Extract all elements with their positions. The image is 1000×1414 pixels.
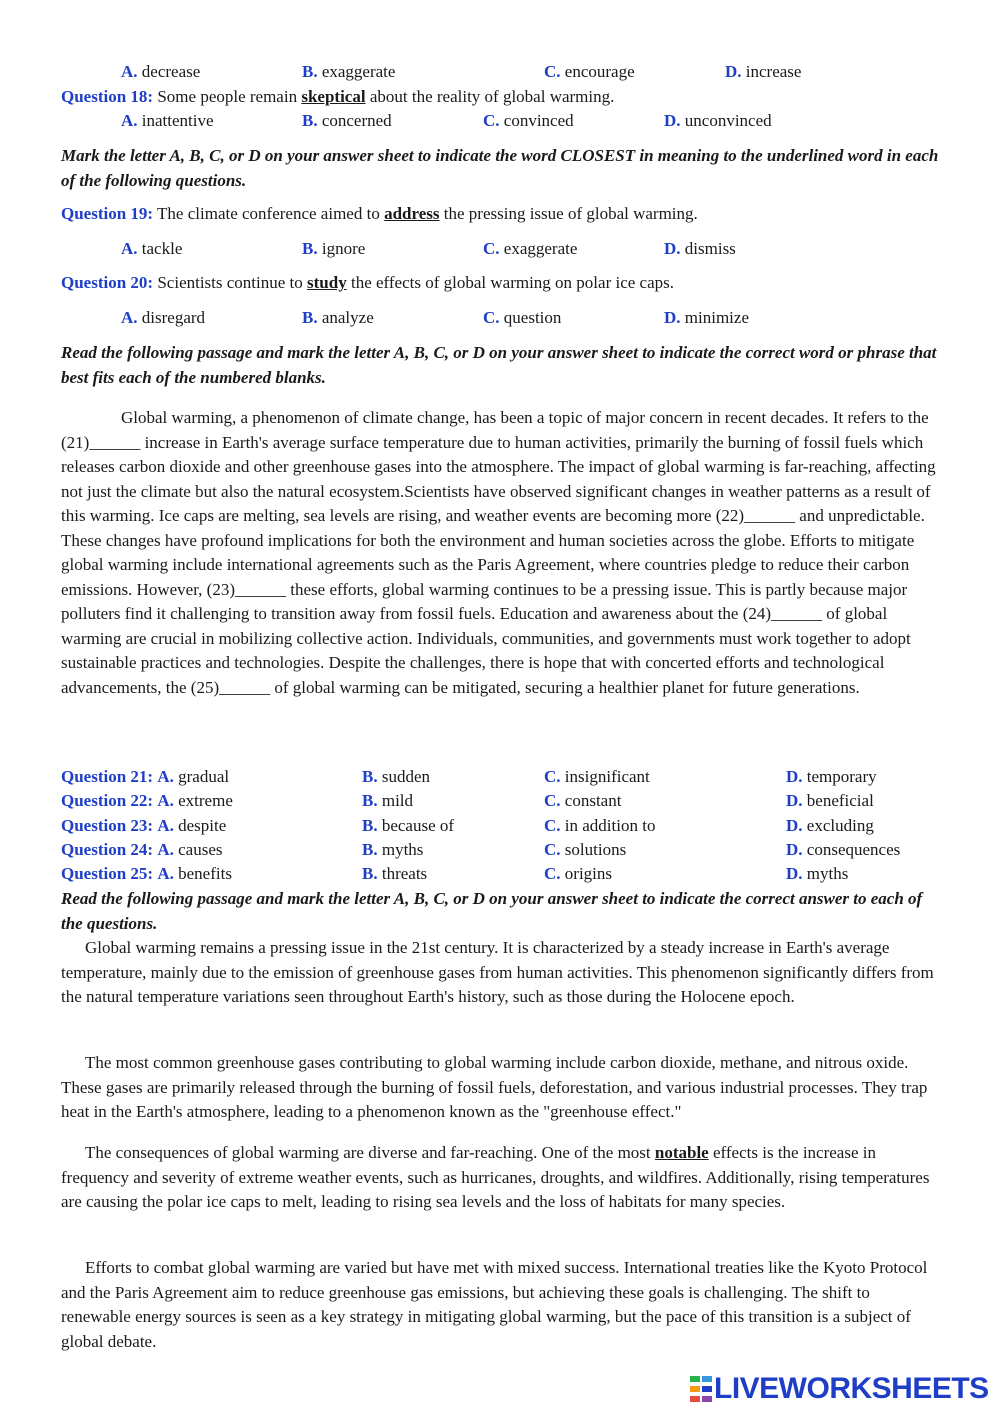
cloze-q23-option-d[interactable]: [786, 814, 874, 839]
underlined-word: study: [307, 273, 347, 292]
option-letter: B.: [302, 308, 318, 327]
cloze-q24-option-b[interactable]: [362, 838, 423, 863]
option-text: analyze: [321, 308, 374, 327]
option-text: myths: [381, 840, 424, 859]
cloze-q24-option-c[interactable]: [544, 838, 626, 863]
cloze-q25-option-d[interactable]: [786, 862, 848, 887]
option-letter[interactable]: A.: [157, 767, 174, 786]
q17-option-c[interactable]: [544, 60, 635, 85]
q17-option-b[interactable]: [302, 60, 395, 85]
option-text: concerned: [321, 111, 392, 130]
instruction-reading: Read the following passage and mark the letter A, B, C, or D on your answer sheet to indicate the correct answer to each of the questions.: [61, 889, 923, 933]
brand-name: LIVEWORKSHEETS: [714, 1371, 989, 1405]
liveworksheets-logo[interactable]: [690, 1372, 989, 1406]
option-letter: B.: [302, 62, 318, 81]
option-letter: B.: [302, 111, 318, 130]
cloze-q22-option-c[interactable]: [544, 789, 621, 814]
option-text[interactable]: despite: [178, 816, 227, 835]
option-letter: C.: [544, 816, 561, 835]
question-label: Question 18:: [61, 87, 154, 106]
option-letter[interactable]: A.: [157, 791, 174, 810]
question-18-stem: [61, 85, 614, 110]
question-20-stem: [61, 271, 674, 296]
question-label: Question 22:: [61, 791, 154, 810]
instruction-blanks: Read the following passage and mark the letter A, B, C, or D on your answer sheet to indicate the correct word or phrase that best fits each of the numbered blanks.: [61, 343, 937, 387]
q19-option-a[interactable]: [121, 237, 182, 262]
q18-option-c[interactable]: [483, 109, 574, 134]
option-letter[interactable]: A.: [157, 816, 174, 835]
question-label: Question 24:: [61, 840, 154, 859]
cloze-q22-option-d[interactable]: [786, 789, 874, 814]
stem-text: the pressing issue of global warming.: [443, 204, 698, 223]
option-text: beneficial: [806, 791, 874, 810]
option-letter: C.: [483, 308, 500, 327]
option-text: constant: [564, 791, 622, 810]
option-text: tackle: [141, 239, 183, 258]
question-label: Question 20:: [61, 273, 154, 292]
cloze-q25-option-c[interactable]: [544, 862, 612, 887]
stem-text: the effects of global warming on polar ice caps.: [350, 273, 675, 292]
cloze-q24-option-d[interactable]: [786, 838, 900, 863]
reading-paragraph-1: Global warming remains a pressing issue in the 21st century. It is characterized by a steady increase in Earth's average temperature, mainly due to the emission of greenhouse gases from human activities. This phenomenon significantly differs from the natural temperature variations seen throughout Earth's history, such as those during the Holocene epoch.: [61, 938, 934, 1006]
paragraph-text: effects is the increase in frequency and severity of extreme weather events, such as hurricanes, droughts, and wildfires. Additionally, rising temperatures are causing the polar ice caps to melt, leading to rising sea levels and the loss of habitats for many species.: [61, 1143, 930, 1211]
option-letter: D.: [664, 111, 681, 130]
cloze-q23: [61, 814, 226, 839]
option-text: exaggerate: [503, 239, 578, 258]
option-letter: C.: [544, 791, 561, 810]
option-letter[interactable]: A.: [157, 840, 174, 859]
option-letter: D.: [664, 308, 681, 327]
option-letter: B.: [362, 816, 378, 835]
option-text: origins: [564, 864, 613, 883]
q17-option-d[interactable]: [725, 60, 801, 85]
question-label: Question 21:: [61, 767, 154, 786]
instruction-closest: Mark the letter A, B, C, or D on your answer sheet to indicate the word CLOSEST in meaning to the underlined word in each of the following questions.: [61, 146, 939, 190]
underlined-word: skeptical: [301, 87, 366, 106]
q19-option-b[interactable]: [302, 237, 365, 262]
paragraph-text: The consequences of global warming are diverse and far-reaching. One of the most: [85, 1143, 651, 1162]
option-letter: D.: [786, 816, 803, 835]
q20-option-a[interactable]: [121, 306, 205, 331]
cloze-q21-option-c[interactable]: [544, 765, 650, 790]
liveworksheets-logo-icon: [690, 1376, 712, 1402]
cloze-q24: [61, 838, 223, 863]
stem-text: about the reality of global warming.: [369, 87, 615, 106]
option-letter: B.: [362, 864, 378, 883]
option-letter: B.: [302, 239, 318, 258]
cloze-passage: Global warming, a phenomenon of climate change, has been a topic of major concern in recent decades. It refers to the (21)______ increase in Earth's average surface temperature due to human activities, primarily the burning of fossil fuels which releases carbon dioxide and other greenhouse gases into the atmosphere. The impact of global warming is far-reaching, affecting not just the climate but also the natural ecosystem.Scientists have observed significant changes in weather patterns as a result of this warming. Ice caps are melting, sea levels are rising, and weather events are becoming more (22)______ and unpredictable. These changes have profound implications for both the environment and human societies across the globe. Efforts to mitigate global warming include international agreements such as the Paris Agreement, where countries pledge to reduce their carbon emissions. However, (23)______ these efforts, global warming continues to be a pressing issue. This is partly because major polluters find it challenging to transition away from fossil fuels. Education and awareness about the (24)______ of global warming are crucial in mobilizing collective action. Individuals, communities, and governments must work together to adopt sustainable practices and technologies. Despite the challenges, there is hope that with concerted efforts and technological advancements, the (25)______ of global warming can be mitigated, securing a healthier planet for future generations.: [61, 408, 936, 697]
reading-paragraph-4: Efforts to combat global warming are varied but have met with mixed success. International treaties like the Kyoto Protocol and the Paris Agreement aim to reduce greenhouse gas emissions, but achieving these goals is challenging. The shift to renewable energy sources is seen as a key strategy in mitigating global warming, but the pace of this transition is a subject of global debate.: [61, 1258, 928, 1351]
option-text: decrease: [141, 62, 201, 81]
option-letter: C.: [544, 864, 561, 883]
cloze-q21-option-d[interactable]: [786, 765, 877, 790]
cloze-q22-option-b[interactable]: [362, 789, 413, 814]
option-letter: D.: [786, 791, 803, 810]
option-text: ignore: [321, 239, 366, 258]
reading-paragraph-2: The most common greenhouse gases contributing to global warming include carbon dioxide, methane, and nitrous oxide. These gases are primarily released through the burning of fossil fuels, deforestation, and various industrial processes. They trap heat in the Earth's atmosphere, leading to a phenomenon known as the "greenhouse effect.": [61, 1053, 928, 1121]
option-text: convinced: [503, 111, 574, 130]
option-text: in addition to: [564, 816, 656, 835]
option-text: encourage: [564, 62, 635, 81]
q20-option-b[interactable]: [302, 306, 374, 331]
option-letter[interactable]: A.: [157, 864, 174, 883]
option-text: because of: [381, 816, 455, 835]
option-letter: D.: [664, 239, 681, 258]
q17-option-a[interactable]: [121, 60, 200, 85]
stem-text: Scientists continue to: [157, 273, 303, 292]
q18-option-d[interactable]: [664, 109, 772, 134]
stem-text: The climate conference aimed to: [157, 204, 380, 223]
option-text: unconvinced: [684, 111, 772, 130]
option-letter: C.: [483, 111, 500, 130]
option-letter: C.: [483, 239, 500, 258]
q20-option-c[interactable]: [483, 306, 561, 331]
question-label: Question 23:: [61, 816, 154, 835]
underlined-word: address: [384, 204, 440, 223]
option-letter: A.: [121, 308, 138, 327]
option-text[interactable]: causes: [178, 840, 223, 859]
option-text[interactable]: benefits: [178, 864, 232, 883]
option-letter: C.: [544, 62, 561, 81]
cloze-q21-option-b[interactable]: [362, 765, 430, 790]
cloze-q21: [61, 765, 229, 790]
option-letter: D.: [786, 864, 803, 883]
cloze-q23-option-c[interactable]: [544, 814, 655, 839]
option-text: myths: [806, 864, 849, 883]
option-letter: A.: [121, 111, 138, 130]
option-letter: D.: [786, 840, 803, 859]
question-19-stem: [61, 202, 698, 227]
option-text: solutions: [564, 840, 627, 859]
cloze-q23-option-b[interactable]: [362, 814, 454, 839]
cloze-q25: [61, 862, 232, 887]
option-letter: D.: [725, 62, 742, 81]
option-text[interactable]: extreme: [178, 791, 233, 810]
option-text: minimize: [684, 308, 749, 327]
option-letter: C.: [544, 840, 561, 859]
option-letter: A.: [121, 239, 138, 258]
underlined-word: notable: [654, 1143, 709, 1162]
q18-option-b[interactable]: [302, 109, 392, 134]
question-label: Question 19:: [61, 204, 154, 223]
option-letter: B.: [362, 840, 378, 859]
option-text: threats: [381, 864, 428, 883]
option-text: sudden: [381, 767, 431, 786]
q19-option-d[interactable]: [664, 237, 736, 262]
option-text: dismiss: [684, 239, 736, 258]
option-text: exaggerate: [321, 62, 396, 81]
q20-option-d[interactable]: [664, 306, 749, 331]
q18-option-a[interactable]: [121, 109, 214, 134]
option-text: inattentive: [141, 111, 214, 130]
question-label: Question 25:: [61, 864, 154, 883]
option-letter: C.: [544, 767, 561, 786]
option-text: increase: [745, 62, 802, 81]
option-text: disregard: [141, 308, 206, 327]
cloze-q25-option-b[interactable]: [362, 862, 427, 887]
option-text: question: [503, 308, 562, 327]
cloze-q22: [61, 789, 233, 814]
option-text[interactable]: gradual: [178, 767, 230, 786]
option-text: consequences: [806, 840, 901, 859]
option-text: insignificant: [564, 767, 650, 786]
option-letter: A.: [121, 62, 138, 81]
option-letter: B.: [362, 767, 378, 786]
option-letter: D.: [786, 767, 803, 786]
q19-option-c[interactable]: [483, 237, 577, 262]
option-text: mild: [381, 791, 414, 810]
option-text: temporary: [806, 767, 877, 786]
reading-paragraph-3: [61, 1141, 941, 1215]
stem-text: Some people remain: [157, 87, 298, 106]
option-text: excluding: [806, 816, 874, 835]
option-letter: B.: [362, 791, 378, 810]
